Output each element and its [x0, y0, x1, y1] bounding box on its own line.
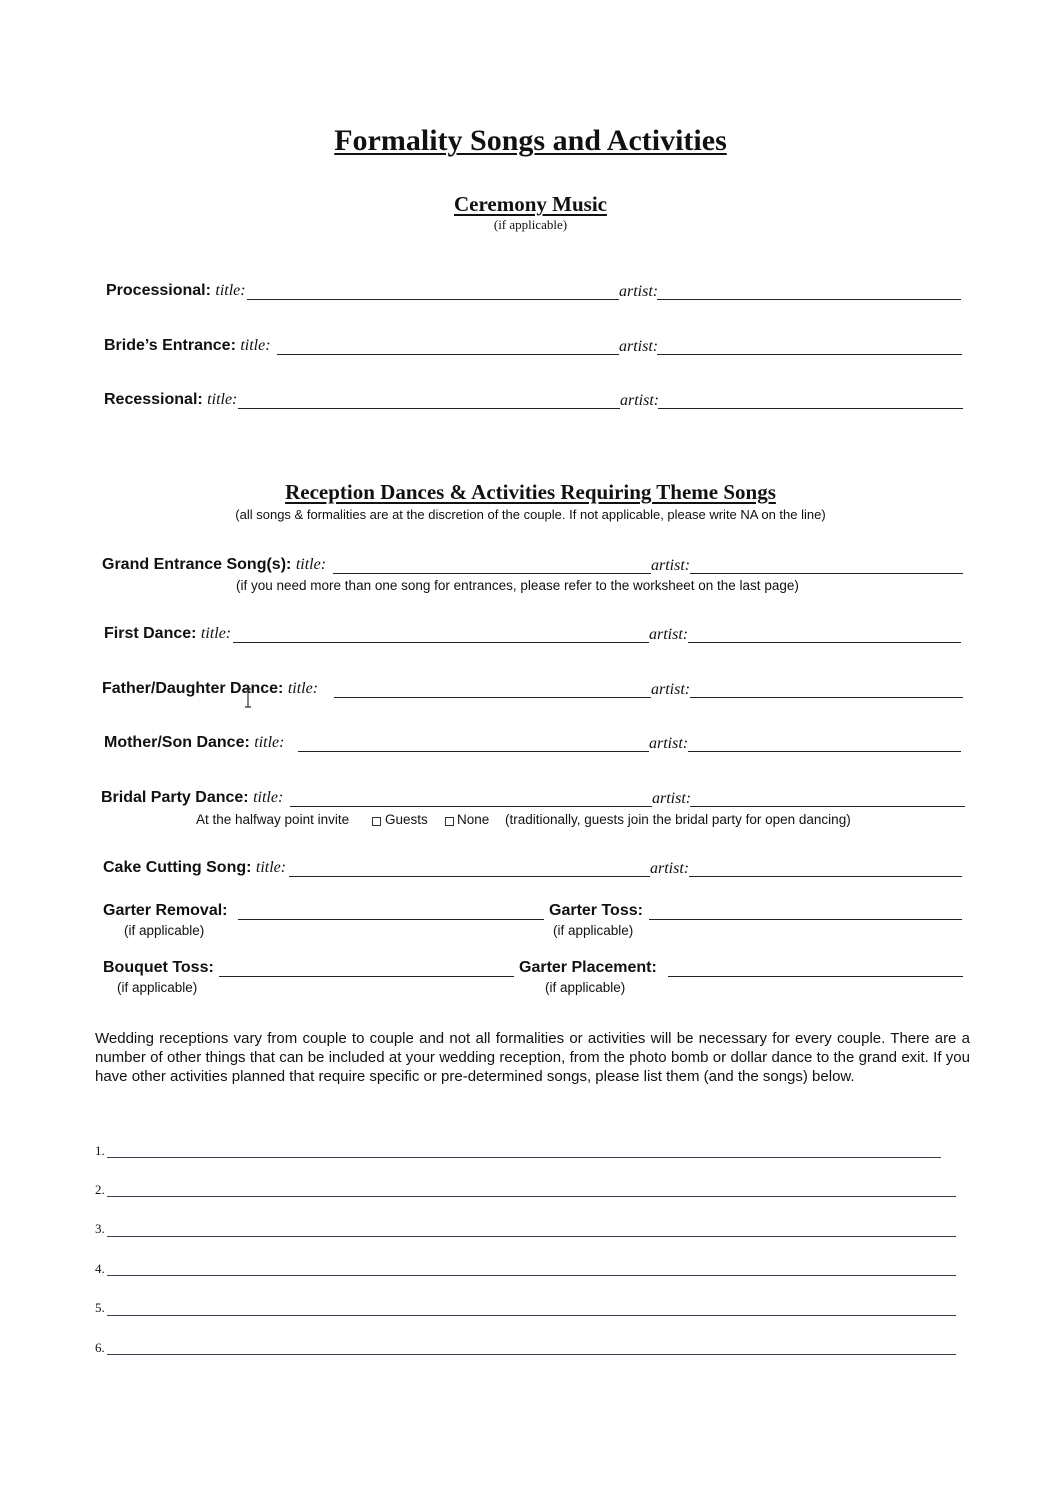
garter-removal-field[interactable] [238, 919, 544, 920]
recessional-artist-field[interactable] [658, 408, 963, 409]
cake-cutting-artist-field[interactable] [689, 876, 962, 877]
bridal-party-artist-field[interactable] [690, 806, 965, 807]
recessional-title-field[interactable] [238, 408, 620, 409]
list-line[interactable] [107, 1275, 956, 1276]
reception-heading: Reception Dances & Activities Requiring Theme Songs [285, 480, 776, 504]
garter-toss-field[interactable] [649, 919, 962, 920]
processional-title-field[interactable] [247, 299, 619, 300]
first-dance-label: First Dance: title: [104, 625, 232, 642]
garter-placement-label: Garter Placement: [519, 959, 657, 976]
page-title: Formality Songs and Activities [334, 124, 727, 157]
grand-entrance-title-field[interactable] [333, 573, 651, 574]
mother-son-title-field[interactable] [298, 751, 649, 752]
recessional-artist-label: artist: [620, 392, 660, 409]
grand-entrance-note: (if you need more than one song for entrances, please refer to the worksheet on the last page) [236, 578, 799, 593]
list-line[interactable] [107, 1196, 956, 1197]
garter-removal-note: (if applicable) [124, 923, 205, 938]
garter-placement-note: (if applicable) [545, 980, 626, 995]
bridal-party-dance-label: Bridal Party Dance: title: [101, 789, 284, 806]
cake-cutting-title-field[interactable] [289, 876, 650, 877]
ceremony-note: (if applicable) [493, 217, 568, 232]
mother-son-dance-label: Mother/Son Dance: title: [104, 734, 285, 751]
brides-entrance-artist-label: artist: [619, 338, 659, 355]
recessional-label: Recessional: title: [104, 391, 238, 408]
garter-toss-note: (if applicable) [553, 923, 634, 938]
mother-son-artist-label: artist: [649, 735, 689, 752]
grand-entrance-artist-field[interactable] [690, 573, 963, 574]
instructions-paragraph: Wedding receptions vary from couple to couple and not all formalities or activities will be necessary for every couple. There are a number of other things that can be included at your wedding reception, from the photo bomb or dollar dance to the grand exit. If you have other activities planned that require specific or pre-determined songs, please list them (and the songs) below. [95, 1030, 970, 1085]
list-number: 6. [95, 1340, 105, 1355]
list-line[interactable] [107, 1157, 941, 1158]
mother-son-artist-field[interactable] [688, 751, 961, 752]
list-line[interactable] [107, 1315, 956, 1316]
guests-checkbox[interactable] [372, 817, 381, 826]
father-daughter-dance-label: Father/Daughter Dance: title: [102, 680, 319, 697]
text-cursor-icon [243, 688, 253, 708]
grand-entrance-artist-label: artist: [651, 557, 691, 574]
brides-entrance-label: Bride’s Entrance: title: [104, 337, 271, 354]
list-number: 1. [95, 1143, 105, 1158]
processional-artist-label: artist: [619, 283, 659, 300]
first-dance-artist-label: artist: [649, 626, 689, 643]
father-daughter-artist-field[interactable] [690, 697, 963, 698]
bouquet-toss-note: (if applicable) [117, 980, 198, 995]
list-number: 4. [95, 1261, 105, 1276]
father-daughter-artist-label: artist: [651, 681, 691, 698]
brides-entrance-title-field[interactable] [277, 354, 619, 355]
bridal-invite-text: At the halfway point invite [196, 812, 350, 827]
none-option-label: None [457, 812, 490, 827]
bridal-party-artist-label: artist: [652, 790, 692, 807]
brides-entrance-artist-field[interactable] [657, 354, 962, 355]
list-number: 3. [95, 1221, 105, 1236]
grand-entrance-label: Grand Entrance Song(s): title: [102, 556, 327, 573]
bouquet-toss-label: Bouquet Toss: [103, 959, 214, 976]
ceremony-heading: Ceremony Music [454, 192, 607, 216]
list-line[interactable] [107, 1354, 956, 1355]
processional-label: Processional: title: [106, 282, 246, 299]
reception-note: (all songs & formalities are at the discretion of the couple. If not applicable, please write NA on the line) [235, 507, 826, 522]
cake-cutting-artist-label: artist: [650, 860, 690, 877]
list-number: 5. [95, 1300, 105, 1315]
none-checkbox[interactable] [445, 817, 454, 826]
first-dance-artist-field[interactable] [688, 642, 961, 643]
garter-placement-field[interactable] [668, 976, 963, 977]
processional-artist-field[interactable] [657, 299, 961, 300]
father-daughter-title-field[interactable] [334, 697, 651, 698]
cake-cutting-label: Cake Cutting Song: title: [103, 859, 287, 876]
list-number: 2. [95, 1182, 105, 1197]
garter-removal-label: Garter Removal: [103, 902, 228, 919]
first-dance-title-field[interactable] [233, 642, 649, 643]
guests-option-label: Guests [385, 812, 428, 827]
bouquet-toss-field[interactable] [219, 976, 514, 977]
bridal-invite-explanation: (traditionally, guests join the bridal party for open dancing) [505, 812, 851, 827]
bridal-party-title-field[interactable] [290, 806, 652, 807]
garter-toss-label: Garter Toss: [549, 902, 643, 919]
list-line[interactable] [107, 1236, 956, 1237]
